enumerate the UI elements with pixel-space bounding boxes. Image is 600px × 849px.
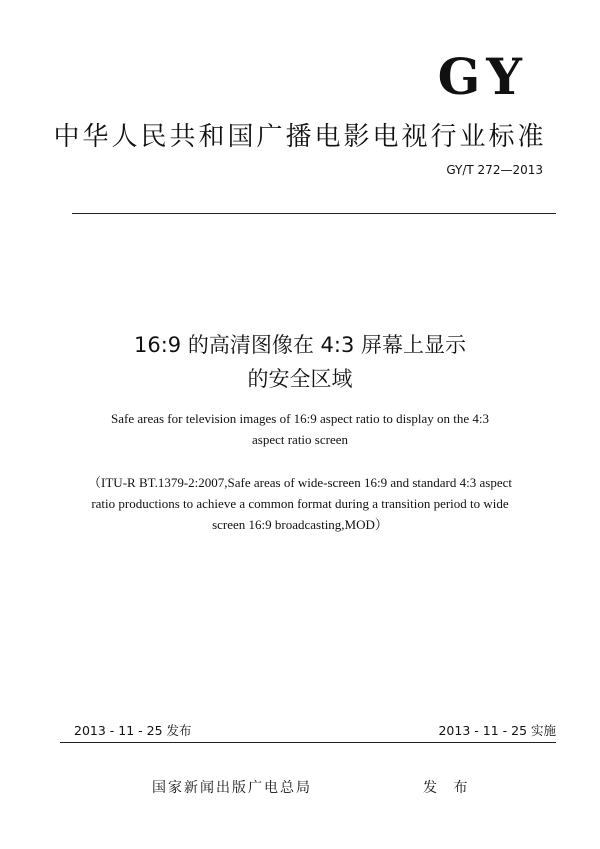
english-title xyxy=(60,408,540,450)
date-divider xyxy=(60,742,556,743)
itu-reference-line-3: screen 16:9 broadcasting,MOD） xyxy=(212,517,388,532)
chinese-title-line-2: 的安全区域 xyxy=(247,367,353,391)
publish-label: 发 布 xyxy=(423,780,474,796)
header-divider xyxy=(72,213,556,214)
chinese-title xyxy=(0,328,600,396)
gy-logo: GY xyxy=(437,47,528,106)
standard-category-title: 中华人民共和国广播电影电视行业标准 xyxy=(53,122,547,152)
issue-date: 2013 - 11 - 25 发布 xyxy=(74,723,192,738)
itu-reference-line-2: ratio productions to achieve a common format during a transition period to wide xyxy=(91,496,509,511)
chinese-title-line-1: 16:9 的高清图像在 4:3 屏幕上显示 xyxy=(134,333,466,357)
english-title-line-2: aspect ratio screen xyxy=(251,432,348,447)
publisher-name: 国家新闻出版广电总局 xyxy=(152,780,312,796)
itu-reference-line-1: （ITU-R BT.1379-2:2007,Safe areas of wide-screen 16:9 and standard 4:3 aspect xyxy=(88,475,512,490)
implementation-date: 2013 - 11 - 25 实施 xyxy=(438,723,556,738)
standard-number: GY/T 272—2013 xyxy=(446,163,543,177)
itu-reference xyxy=(50,472,550,535)
english-title-line-1: Safe areas for television images of 16:9 aspect ratio to display on the 4:3 xyxy=(111,411,489,426)
